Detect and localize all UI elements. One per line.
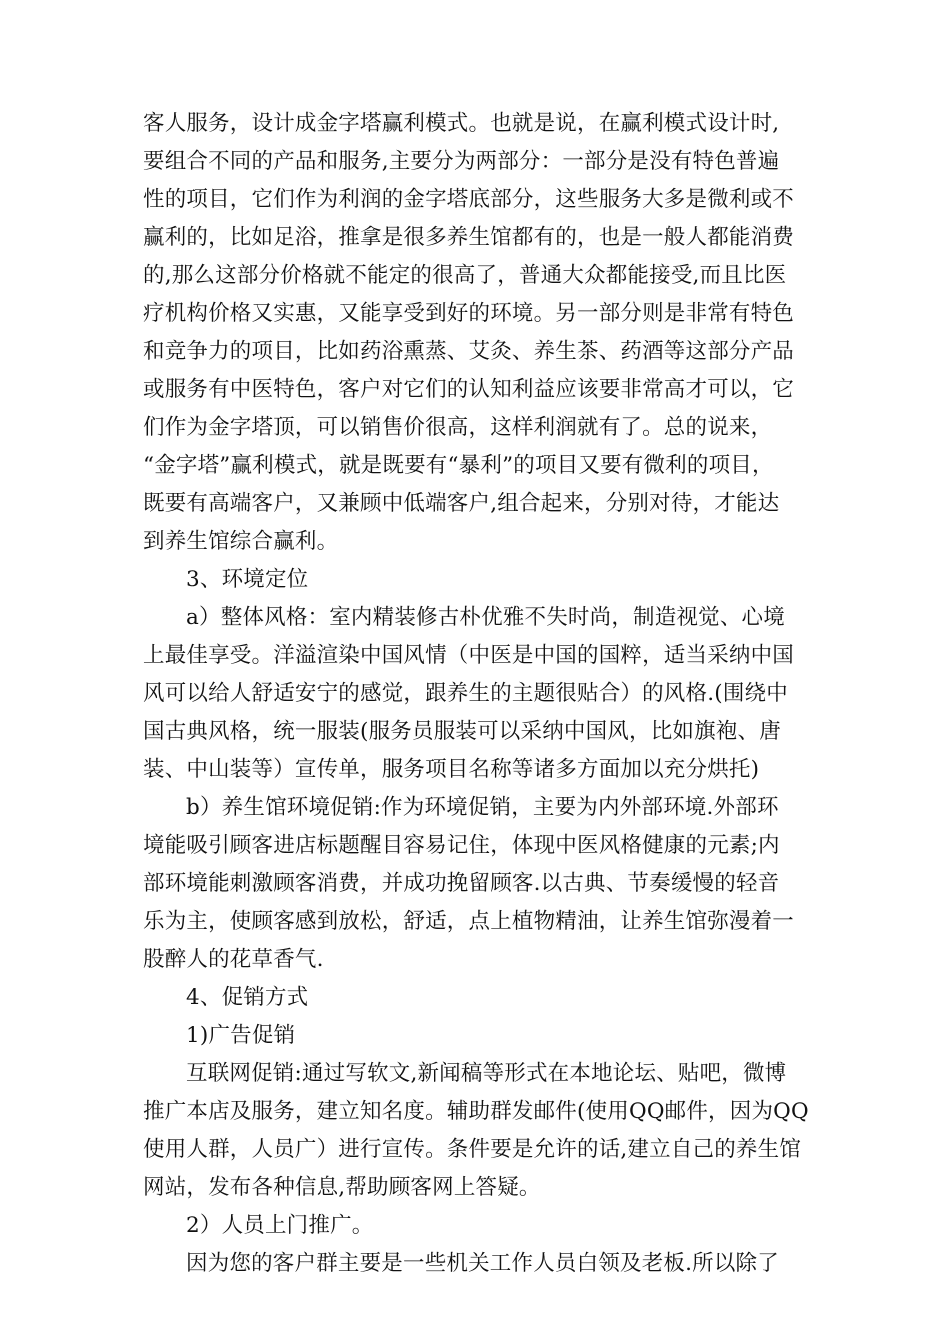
text-line: b）养生馆环境促销:作为环境促销，主要为内外部环境.外部环	[186, 795, 779, 820]
text-line: 股醉人的花草香气.	[143, 947, 324, 972]
text-line: 或服务有中医特色，客户对它们的认知利益应该要非常高才可以，它	[143, 377, 795, 402]
text-line: 推广本店及服务，建立知名度。辅助群发邮件(使用QQ邮件，因为QQ	[143, 1099, 809, 1124]
text-line: 要组合不同的产品和服务,主要分为两部分：一部分是没有特色普遍	[143, 149, 780, 174]
text-line: 上最佳享受。洋溢渲染中国风情（中医是中国的国粹，适当采纳中国	[143, 643, 795, 668]
text-line: 网站，发布各种信息,帮助顾客网上答疑。	[143, 1175, 541, 1200]
text-line: 境能吸引顾客进店标题醒目容易记住，体现中医风格健康的元素;内	[143, 833, 780, 858]
text-line: 性的项目，它们作为利润的金字塔底部分，这些服务大多是微利或不	[143, 187, 795, 212]
text-line: 客人服务，设计成金字塔赢利模式。也就是说，在赢利模式设计时,	[143, 111, 780, 136]
text-line: “金字塔”赢利模式，就是既要有“暴利”的项目又要有微利的项目，	[143, 453, 774, 478]
text-line: 部环境能刺激顾客消费，并成功挽留顾客.以古典、节奏缓慢的轻音	[143, 871, 780, 896]
text-line: 互联网促销:通过写软文,新闻稿等形式在本地论坛、贴吧，微博	[186, 1061, 787, 1086]
text-line: 使用人群，人员广）进行宣传。条件要是允许的话,建立自己的养生馆	[143, 1137, 802, 1162]
text-line: 装、中山装等）宣传单，服务项目名称等诸多方面加以充分烘托)	[143, 757, 760, 782]
section-heading: 3、环境定位	[186, 567, 309, 592]
text-line: a）整体风格：室内精装修古朴优雅不失时尚，制造视觉、心境	[186, 605, 785, 630]
text-line: 因为您的客户群主要是一些机关工作人员白领及老板.所以除了	[186, 1251, 779, 1276]
subsection-heading: 1)广告促销	[186, 1023, 296, 1048]
subsection-heading: 2）人员上门推广。	[186, 1213, 374, 1238]
text-line: 乐为主，使顾客感到放松，舒适，点上植物精油，让养生馆弥漫着一	[143, 909, 795, 934]
text-line: 到养生馆综合赢利。	[143, 529, 339, 554]
section-heading: 4、促销方式	[186, 985, 309, 1010]
text-line: 赢利的，比如足浴，推拿是很多养生馆都有的，也是一般人都能消费	[143, 225, 795, 250]
text-line: 既要有高端客户，又兼顾中低端客户,组合起来，分别对待，才能达	[143, 491, 780, 516]
text-line: 风可以给人舒适安宁的感觉，跟养生的主题很贴合）的风格.(围绕中	[143, 681, 788, 706]
text-line: 疗机构价格又实惠，又能享受到好的环境。另一部分则是非常有特色	[143, 301, 795, 326]
text-line: 和竞争力的项目，比如药浴熏蒸、艾灸、养生茶、药酒等这部分产品	[143, 339, 795, 364]
text-line: 国古典风格，统一服装(服务员服装可以采纳中国风，比如旗袍、唐	[143, 719, 781, 744]
text-line: 们作为金字塔顶，可以销售价很高，这样利润就有了。总的说来，	[143, 415, 773, 440]
text-line: 的,那么这部分价格就不能定的很高了，普通大众都能接受,而且比医	[143, 263, 787, 288]
